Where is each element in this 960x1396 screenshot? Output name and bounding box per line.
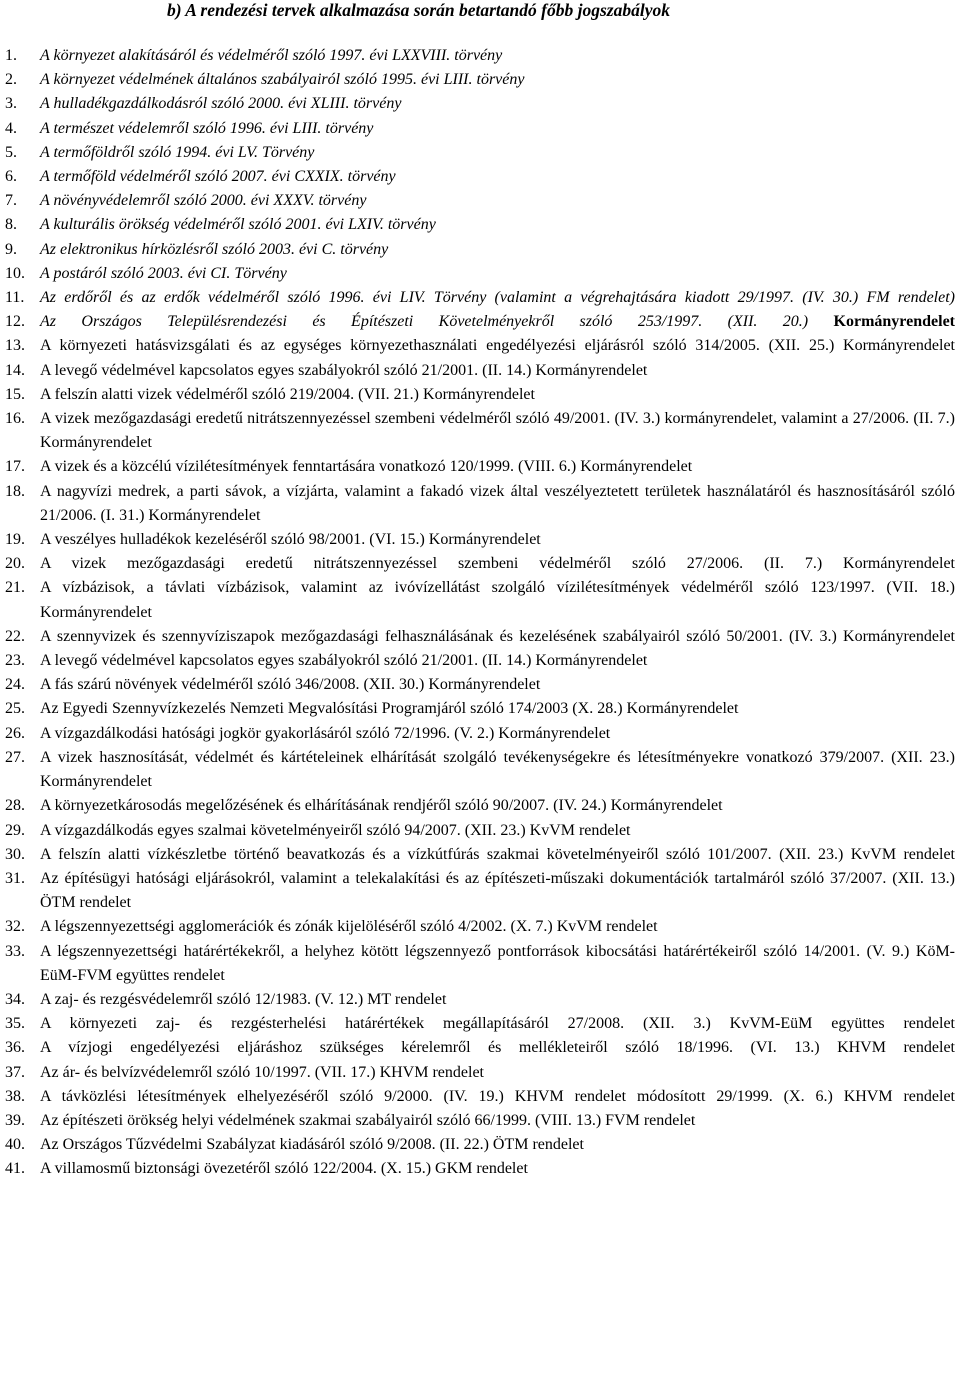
item-text-segment: A termőföldről szóló 1994. évi LV. Törvény bbox=[40, 143, 315, 161]
item-text-segment: A környezetkárosodás megelőzésének és elhárításának rendjéről szóló 90/2007. (IV. 24.) Kormányrendelet bbox=[40, 797, 723, 815]
item-text bbox=[40, 92, 955, 116]
item-text bbox=[40, 165, 955, 189]
item-text-segment: A környezeti zaj- és rezgésterhelési határértékek megállapításáról 27/2008. (XII. 3.) KvVM-EüM együttes rendelet bbox=[40, 1015, 955, 1033]
list-item bbox=[5, 189, 955, 213]
list-item bbox=[5, 310, 955, 334]
list-item bbox=[5, 480, 955, 528]
item-text-segment: A fás szárú növények védelméről szóló 346/2008. (XII. 30.) Kormányrendelet bbox=[40, 676, 541, 694]
list-item bbox=[5, 68, 955, 92]
item-text-segment: A légszennyezettségi határértékekről, a helyhez kötött légszennyező pontforrások kibocsátási határértékeiről szóló 14/2001. (V. 9.) KöM-EüM-FVM együttes rendelet bbox=[40, 942, 955, 984]
list-item bbox=[5, 455, 955, 479]
item-number: 32. bbox=[5, 918, 25, 936]
item-number: 28. bbox=[5, 797, 25, 815]
item-number: 15. bbox=[5, 385, 25, 403]
item-text bbox=[40, 915, 955, 939]
item-text-segment: A növényvédelemről szóló 2000. évi XXXV. törvény bbox=[40, 192, 367, 210]
list-item bbox=[5, 1012, 955, 1036]
list-item bbox=[5, 794, 955, 818]
item-number: 38. bbox=[5, 1087, 25, 1105]
item-text-segment: A vizek hasznosítását, védelmét és kártételeinek elhárítását szolgáló tevékenységekre és létesítményekre vonatkozó 379/2007. (XII. 23.) Kormányrendelet bbox=[40, 748, 955, 791]
list-item bbox=[5, 286, 955, 310]
list-item bbox=[5, 673, 955, 697]
item-text-segment: A postáról szóló 2003. évi CI. Törvény bbox=[40, 264, 287, 282]
item-text bbox=[40, 238, 955, 262]
item-text bbox=[40, 819, 955, 843]
item-number: 40. bbox=[5, 1136, 25, 1154]
item-text bbox=[40, 1109, 955, 1133]
item-text-segment: A vízjogi engedélyezési eljáráshoz szükséges kérelemről és mellékleteiről szóló 18/1996. (VI. 13.) KHVM rendelet bbox=[40, 1039, 955, 1057]
item-text bbox=[40, 528, 955, 552]
item-number: 10. bbox=[5, 264, 25, 282]
item-number: 1. bbox=[5, 47, 17, 64]
item-text-segment: A levegő védelmével kapcsolatos egyes szabályokról szóló 21/2001. (II. 14.) Kormányrendelet bbox=[40, 652, 648, 670]
item-number: 18. bbox=[5, 482, 25, 500]
list-item bbox=[5, 867, 955, 915]
page-heading: b) A rendezési tervek alkalmazása során betartandó főbb jogszabályok bbox=[167, 0, 670, 20]
list-item bbox=[5, 165, 955, 189]
list-item bbox=[5, 552, 955, 576]
list-item bbox=[5, 1157, 955, 1181]
list-item bbox=[5, 746, 955, 794]
list-item bbox=[5, 44, 955, 68]
list-item bbox=[5, 1036, 955, 1060]
item-text bbox=[40, 1157, 955, 1181]
list-item bbox=[5, 334, 955, 358]
item-text bbox=[40, 940, 955, 988]
item-number: 33. bbox=[5, 942, 25, 960]
item-text-segment: Az erdőről és az erdők védelméről szóló 1996. évi LIV. Törvény (valamint a végrehajtására kiadott 29/1997. (IV. 30.) FM rendelet) bbox=[40, 289, 955, 307]
item-number: 31. bbox=[5, 869, 25, 887]
item-number: 4. bbox=[5, 119, 17, 137]
list-item bbox=[5, 1085, 955, 1109]
item-text-segment: A termőföld védelméről szóló 2007. évi CXXIX. törvény bbox=[40, 168, 396, 186]
list-item bbox=[5, 988, 955, 1012]
item-text bbox=[40, 189, 955, 213]
list-item bbox=[5, 383, 955, 407]
item-text bbox=[40, 1061, 955, 1085]
item-text bbox=[40, 576, 955, 624]
item-text bbox=[40, 843, 955, 867]
item-number: 20. bbox=[5, 555, 25, 573]
item-number: 30. bbox=[5, 845, 25, 863]
item-number: 36. bbox=[5, 1039, 25, 1057]
item-number: 22. bbox=[5, 627, 25, 645]
item-text bbox=[40, 213, 955, 237]
item-number: 16. bbox=[5, 410, 25, 428]
item-text-segment: Az építészeti örökség helyi védelmének szakmai szabályairól szóló 66/1999. (VIII. 13.) FVM rendelet bbox=[40, 1111, 696, 1129]
item-number: 12. bbox=[5, 313, 25, 331]
law-list bbox=[5, 44, 955, 1182]
list-item bbox=[5, 407, 955, 455]
item-number: 19. bbox=[5, 531, 25, 549]
list-item bbox=[5, 92, 955, 116]
item-text-segment: A légszennyezettségi agglomerációk és zónák kijelöléséről szóló 4/2002. (X. 7.) KvVM rendelet bbox=[40, 918, 658, 936]
item-text-segment: A veszélyes hulladékok kezeléséről szóló 98/2001. (VI. 15.) Kormányrendelet bbox=[40, 531, 541, 549]
item-number: 7. bbox=[5, 192, 17, 210]
item-text-segment: Kormányrendelet bbox=[833, 313, 955, 331]
item-text bbox=[40, 1133, 955, 1157]
list-item bbox=[5, 1109, 955, 1133]
item-text bbox=[40, 262, 955, 286]
item-text-segment: A felszín alatti vízkészletbe történő beavatkozás és a vízkútfúrás szakmai követelményeiről szóló 101/2007. (XII. 23.) KvVM rendelet bbox=[40, 845, 955, 863]
item-text bbox=[40, 1085, 955, 1109]
list-item bbox=[5, 238, 955, 262]
item-text bbox=[40, 480, 955, 528]
list-item bbox=[5, 697, 955, 721]
item-text bbox=[40, 407, 955, 455]
item-text bbox=[40, 68, 955, 92]
item-text bbox=[40, 1036, 955, 1060]
item-text-segment: Az ár- és belvízvédelemről szóló 10/1997. (VII. 17.) KHVM rendelet bbox=[40, 1063, 484, 1081]
item-text bbox=[40, 625, 955, 649]
list-item bbox=[5, 915, 955, 939]
item-text-segment: A levegő védelmével kapcsolatos egyes szabályokról szóló 21/2001. (II. 14.) Kormányrendelet bbox=[40, 361, 648, 379]
item-text bbox=[40, 552, 955, 576]
item-text-segment: A vizek mezőgazdasági eredetű nitrátszennyezéssel szembeni védelméről szóló 49/2001. (IV. 3.) kormányrendelet, valamint a 27/2006. (II. 7.) Kormányrendelet bbox=[40, 410, 955, 452]
list-item bbox=[5, 722, 955, 746]
list-item bbox=[5, 649, 955, 673]
item-text bbox=[40, 359, 955, 383]
item-number: 39. bbox=[5, 1111, 25, 1129]
item-text-segment: A felszín alatti vizek védelméről szóló 219/2004. (VII. 21.) Kormányrendelet bbox=[40, 385, 535, 403]
item-text-segment: A kulturális örökség védelméről szóló 2001. évi LXIV. törvény bbox=[40, 216, 436, 234]
item-text-segment: A vízgazdálkodási hatósági jogkör gyakorlásáról szóló 72/1996. (V. 2.) Kormányrendelet bbox=[40, 724, 611, 742]
item-text bbox=[40, 988, 955, 1012]
item-number: 26. bbox=[5, 724, 25, 742]
list-item bbox=[5, 940, 955, 988]
item-number: 8. bbox=[5, 216, 17, 234]
list-item bbox=[5, 213, 955, 237]
item-text bbox=[40, 334, 955, 358]
item-text-segment: Az elektronikus hírközlésről szóló 2003. évi C. törvény bbox=[40, 240, 389, 258]
item-text-segment: A zaj- és rezgésvédelemről szóló 12/1983. (V. 12.) MT rendelet bbox=[40, 990, 447, 1008]
list-item bbox=[5, 843, 955, 867]
item-text bbox=[40, 1012, 955, 1036]
item-number: 34. bbox=[5, 990, 25, 1008]
list-item bbox=[5, 576, 955, 624]
item-text bbox=[40, 117, 955, 141]
list-item bbox=[5, 359, 955, 383]
item-number: 41. bbox=[5, 1160, 25, 1178]
item-number: 35. bbox=[5, 1015, 25, 1033]
item-text-segment: A villamosmű biztonsági övezetéről szóló 122/2004. (X. 15.) GKM rendelet bbox=[40, 1160, 528, 1178]
item-text-segment: A szennyvizek és szennyvíziszapok mezőgazdasági felhasználásának és kezelésének szabályairól szóló 50/2001. (IV. 3.) Kormányrendelet bbox=[40, 627, 955, 645]
item-text-segment: A távközlési létesítmények elhelyezéséről szóló 9/2000. (IV. 19.) KHVM rendelet módosított 29/1999. (X. 6.) KHVM rendelet bbox=[40, 1087, 955, 1105]
item-number: 24. bbox=[5, 676, 25, 694]
item-text-segment: A környezet védelmének általános szabályairól szóló 1995. évi LIII. törvény bbox=[40, 71, 525, 89]
item-text bbox=[40, 722, 955, 746]
item-number: 29. bbox=[5, 821, 25, 839]
item-number: 37. bbox=[5, 1063, 25, 1081]
item-text-segment: A természet védelemről szóló 1996. évi LIII. törvény bbox=[40, 119, 374, 137]
list-item bbox=[5, 141, 955, 165]
item-text-segment: A vizek mezőgazdasági eredetű nitrátszennyezéssel szembeni védelméről szóló 27/2006. (II. 7.) Kormányrendelet bbox=[40, 555, 955, 573]
item-text bbox=[40, 383, 955, 407]
item-text-segment: Az Országos Tűzvédelmi Szabályzat kiadásáról szóló 9/2008. (II. 22.) ÖTM rendelet bbox=[40, 1136, 584, 1154]
item-number: 11. bbox=[5, 289, 25, 307]
item-text bbox=[40, 141, 955, 165]
item-text bbox=[40, 310, 955, 334]
item-text-segment: A környezeti hatásvizsgálati és az egységes környezethasználati engedélyezési eljárásról szóló 314/2005. (XII. 25.) Kormányrendelet bbox=[40, 337, 955, 355]
item-text-segment: A vízgazdálkodás egyes szalmai követelményeiről szóló 94/2007. (XII. 23.) KvVM rendelet bbox=[40, 821, 631, 839]
item-number: 14. bbox=[5, 361, 25, 379]
item-text bbox=[40, 455, 955, 479]
item-text-segment: A hulladékgazdálkodásról szóló 2000. évi XLIII. törvény bbox=[40, 95, 402, 113]
item-text bbox=[40, 794, 955, 818]
item-text bbox=[40, 286, 955, 310]
item-number: 9. bbox=[5, 240, 17, 258]
item-text bbox=[40, 867, 955, 915]
item-number: 3. bbox=[5, 95, 17, 113]
list-item bbox=[5, 819, 955, 843]
item-number: 6. bbox=[5, 168, 17, 186]
list-item bbox=[5, 625, 955, 649]
item-text-segment: Az Országos Településrendezési és Építészeti Követelményekről szóló 253/1997. (XII. 20.) bbox=[40, 313, 834, 331]
item-text-segment: A vizek és a közcélú vízilétesítmények fenntartására vonatkozó 120/1999. (VIII. 6.) Kormányrendelet bbox=[40, 458, 693, 476]
list-item bbox=[5, 262, 955, 286]
list-item bbox=[5, 528, 955, 552]
item-text bbox=[40, 649, 955, 673]
item-text bbox=[40, 44, 955, 68]
item-number: 27. bbox=[5, 748, 25, 766]
item-text bbox=[40, 697, 955, 721]
item-text-segment: A környezet alakításáról és védelméről szóló 1997. évi LXXVIII. törvény bbox=[40, 47, 503, 64]
item-number: 25. bbox=[5, 700, 25, 718]
item-text-segment: A nagyvízi medrek, a parti sávok, a vízjárta, valamint a fakadó vizek által veszélyeztetett területek használatáról és hasznosításáról szóló 21/2006. (I. 31.) Kormányrendelet bbox=[40, 482, 955, 524]
item-number: 23. bbox=[5, 652, 25, 670]
item-number: 17. bbox=[5, 458, 25, 476]
item-number: 5. bbox=[5, 143, 17, 161]
list-item bbox=[5, 1133, 955, 1157]
item-text bbox=[40, 746, 955, 794]
item-text-segment: A vízbázisok, a távlati vízbázisok, valamint az ivóvízellátást szolgáló vízilétesítmények védelméről szóló 123/1997. (VII. 18.) Kormányrendelet bbox=[40, 579, 955, 621]
item-text-segment: Az Egyedi Szennyvízkezelés Nemzeti Megvalósítási Programjáról szóló 174/2003 (X. 28.) Kormányrendelet bbox=[40, 700, 739, 718]
item-number: 21. bbox=[5, 579, 25, 597]
list-item bbox=[5, 1061, 955, 1085]
item-text bbox=[40, 673, 955, 697]
list-item bbox=[5, 117, 955, 141]
item-number: 2. bbox=[5, 71, 17, 89]
item-number: 13. bbox=[5, 337, 25, 355]
item-text-segment: Az építésügyi hatósági eljárásokról, valamint a telekalakítási és az építészeti-műszaki dokumentációk tartalmáról szóló 37/2007. (XII. 13.) ÖTM rendelet bbox=[40, 869, 955, 912]
